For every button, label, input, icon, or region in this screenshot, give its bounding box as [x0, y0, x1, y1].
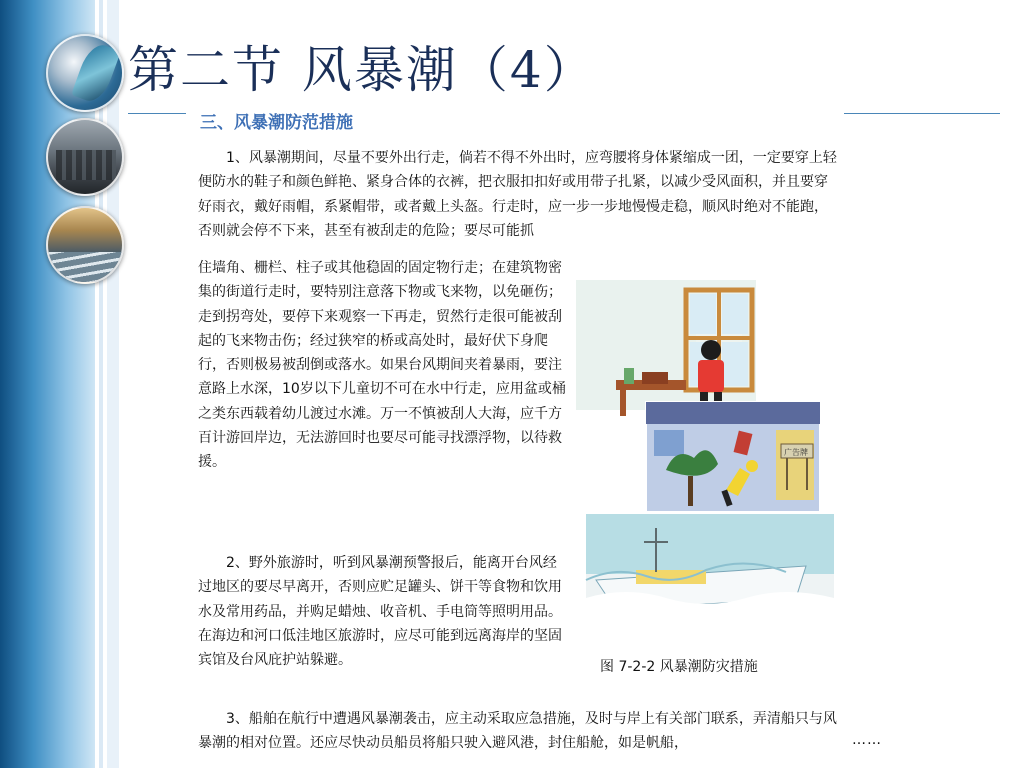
heading-rule-right — [844, 113, 1000, 114]
indoor-window-panel — [576, 280, 756, 416]
storm-surge-photo-icon — [46, 206, 124, 284]
storm-surge-prevention-figure — [576, 280, 834, 636]
heading-rule-left — [128, 113, 186, 114]
paragraph-2: 2、野外旅游时，听到风暴潮预警报后，能离开台风经过地区的要尽早离开，否则应贮足罐头、饼干等食物和饮用水及常用药品，并购足蜡烛、收音机、手电筒等照明用品。在海边和河口低洼地区旅游时，应尽可能到远离海岸的坚固宾馆及台风庇护站躲避。 — [198, 555, 562, 669]
paragraph-3: 3、船舶在航行中遭遇风暴潮袭击，应主动采取应急措施，及时与岸上有关部门联系，弄清船只与风暴潮的相对位置。还应尽快动员船员将船只驶入避风港，封住船舱，如是帆船， — [198, 711, 837, 752]
storm-city-photo-icon — [46, 118, 124, 196]
figure-caption: 图 7-2-2 风暴潮防灾措施 — [600, 659, 758, 675]
billboard-sign: 广告牌 — [784, 448, 808, 457]
paragraph-1-full-width: 1、风暴潮期间，尽量不要外出行走，倘若不得不外出时，应弯腰将身体紧缩成一团，一定要穿上轻便防水的鞋子和颜色鲜艳、紧身合体的衣裤，把衣服扣扣好或用带子扎紧，以减少受风面积，并且要穿好雨衣，戴好雨帽，系紧帽带，或者戴上头盔。行走时，应一步一步地慢慢走稳，顺风时绝对不能跑，否则就会停不下来，甚至有被刮走的危险；要尽可能抓 — [198, 150, 837, 239]
wave-photo-icon — [46, 34, 124, 112]
street-panel — [646, 402, 820, 512]
boat-panel — [586, 514, 834, 636]
left-decorative-stripes — [95, 0, 119, 768]
slide-title: 第二节 风暴潮（4） — [128, 41, 596, 99]
paragraph-1-narrow: 住墙角、栅栏、柱子或其他稳固的固定物行走；在建筑物密集的街道行走时，要特别注意落下物或飞来物，以免砸伤；走到拐弯处，要停下来观察一下再走，贸然行走很可能被刮起的飞来物击伤；经过狭窄的桥或高处时，最好伏下身爬行，否则极易被刮倒或落水。如果台风期间夹着暴雨，要注意路上水深，10岁以下儿童切不可在水中行走，应用盆或桶之类东西载着幼儿渡过水滩。万一不慎被刮人大海，应千方百计游回岸边，无法游回时也要尽可能寻找漂浮物，以待救援。 — [198, 260, 566, 471]
continuation-ellipsis: …… — [852, 732, 882, 748]
section-heading: 三、风暴潮防范措施 — [200, 113, 353, 133]
left-decorative-band — [0, 0, 95, 768]
figure-illustration — [576, 280, 834, 636]
